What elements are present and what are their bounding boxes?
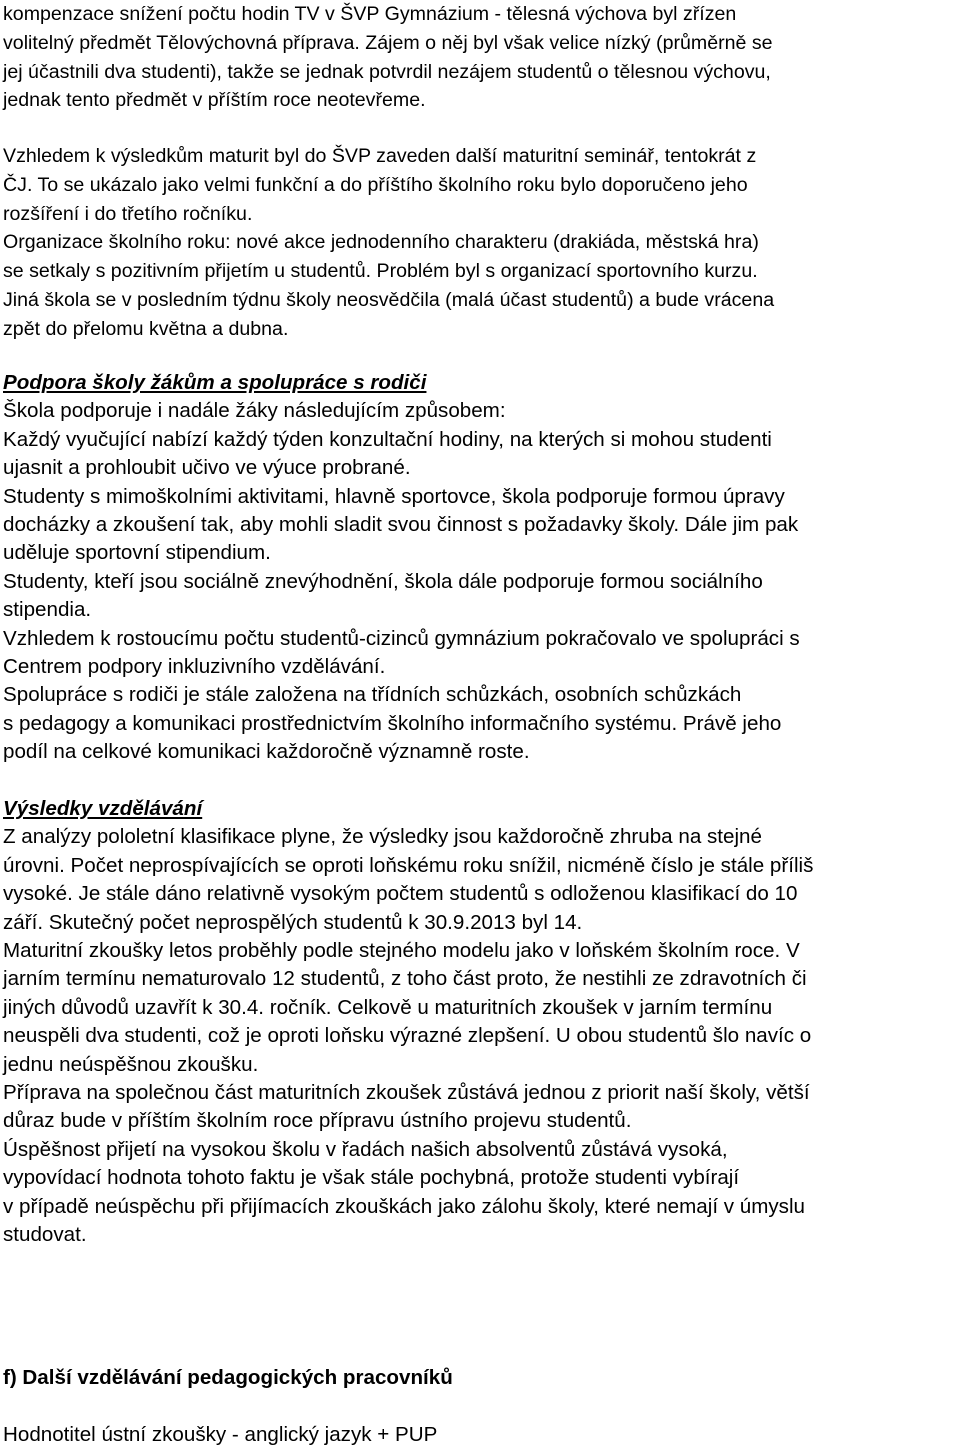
- text-line: Z analýzy pololetní klasifikace plyne, že výsledky jsou každoročně zhruba na stejné: [3, 825, 762, 849]
- text-line: neuspěli dva studenti, což je oproti loňsku výrazné zlepšení. U obou studentů šlo navíc o: [3, 1024, 812, 1048]
- results-section: [3, 795, 957, 1250]
- text-line: vysoké. Je stále dáno relativně vysokým počtem studentů s odloženou klasifikací do 10: [3, 882, 798, 906]
- text-line: docházky a zkoušení tak, aby mohli sladit svou činnost s požadavky školy. Dále jim pak: [3, 513, 799, 537]
- text-line: s pedagogy a komunikaci prostřednictvím školního informačního systému. Právě jeho: [3, 711, 782, 735]
- section-heading-support: Podpora školy žákům a spolupráce s rodiči: [3, 371, 427, 394]
- section-heading-further-education: f) Další vzdělávání pedagogických pracovníků: [3, 1366, 453, 1389]
- text-line: jiných důvodů uzavřít k 30.4. ročník. Celkově u maturitních zkoušek v jarním termínu: [3, 995, 773, 1019]
- text-line: volitelný předmět Tělovýchovná příprava. Zájem o něj byl však velice nízký (průměrně se: [3, 31, 773, 54]
- text-line: Studenty, kteří jsou sociálně znevýhodnění, škola dále podporuje formou sociálního: [3, 569, 763, 593]
- text-line: stipendia.: [3, 598, 92, 622]
- text-line: uděluje sportovní stipendium.: [3, 541, 271, 565]
- text-line: ČJ. To se ukázalo jako velmi funkční a do příštího školního roku bylo doporučeno jeho: [3, 173, 748, 196]
- text-line: zpět do přelomu května a dubna.: [3, 317, 289, 340]
- text-line: Škola podporuje i nadále žáky následujícím způsobem:: [3, 399, 506, 423]
- text-line: Každý vyučující nabízí každý týden konzultační hodiny, na kterých si mohou studenti: [3, 427, 772, 451]
- text-line: důraz bude v příštím školním roce přípravu ústního projevu studentů.: [3, 1109, 632, 1133]
- text-line: rozšíření i do třetího ročníku.: [3, 202, 253, 225]
- text-line: Studenty s mimoškolními aktivitami, hlavně sportovce, škola podporuje formou úpravy: [3, 484, 785, 508]
- text-line: Organizace školního roku: nové akce jednodenního charakteru (drakiáda, městská hra): [3, 231, 759, 254]
- text-line: Úspěšnost přijetí na vysokou školu v řadách našich absolventů zůstává vysoká,: [3, 1137, 728, 1161]
- intro-paragraph: [3, 0, 957, 115]
- text-line: Vzhledem k výsledkům maturit byl do ŠVP zaveden další maturitní seminář, tentokrát z: [3, 145, 757, 167]
- text-line: Vzhledem k rostoucímu počtu studentů-cizinců gymnázium pokračovalo ve spolupráci s: [3, 626, 800, 650]
- text-line: úrovni. Počet neprospívajících se oproti loňskému roku snížil, nicméně číslo je stále příliš: [3, 853, 814, 877]
- text-line: Spolupráce s rodiči je stále založena na třídních schůzkách, osobních schůzkách: [3, 683, 742, 707]
- text-line: Maturitní zkoušky letos proběhly podle stejného modelu jako v loňském školním roce. V: [3, 939, 800, 963]
- text-line: jej účastnili dva studenti), takže se jednak potvrdil nezájem studentů o tělesnou výchovu,: [3, 60, 771, 83]
- seminar-paragraph: [3, 142, 957, 344]
- text-line: Jiná škola se v posledním týdnu školy neosvědčila (malá účast studentů) a bude vrácena: [3, 288, 775, 311]
- text-line: v případě neúspěchu při přijímacích zkouškách jako zálohu školy, které nemají v úmyslu: [3, 1194, 806, 1218]
- section-f-body: [3, 1421, 957, 1449]
- text-line: kompenzace snížení počtu hodin TV v ŠVP Gymnázium - tělesná výchova byl zřízen: [3, 3, 737, 25]
- text-line: jednak tento předmět v příštím roce neotevřeme.: [3, 89, 426, 112]
- text-line: podíl na celkové komunikaci každoročně významně roste.: [3, 740, 530, 764]
- section-heading-results: Výsledky vzdělávání: [3, 797, 203, 820]
- text-line: září. Skutečný počet neprospělých studentů k 30.9.2013 byl 14.: [3, 910, 583, 934]
- text-line: Hodnotitel ústní zkoušky - anglický jazyk + PUP: [3, 1423, 438, 1446]
- text-line: jarním termínu nematurovalo 12 studentů, z toho část proto, že nestihli ze zdravotních či: [3, 967, 807, 991]
- text-line: Centrem podpory inkluzivního vzdělávání.: [3, 655, 386, 679]
- section-f: [3, 1364, 957, 1392]
- text-line: ujasnit a prohloubit učivo ve výuce probrané.: [3, 456, 411, 480]
- text-line: studovat.: [3, 1223, 87, 1247]
- support-section: [3, 369, 957, 767]
- text-line: se setkaly s pozitivním přijetím u studentů. Problém byl s organizací sportovního kurzu.: [3, 260, 758, 283]
- text-line: Příprava na společnou část maturitních zkoušek zůstává jednou z priorit naší školy, větší: [3, 1081, 810, 1105]
- text-line: vypovídací hodnota tohoto faktu je však stále pochybná, protože studenti vybírají: [3, 1166, 740, 1190]
- text-line: jednu neúspěšnou zkoušku.: [3, 1052, 259, 1076]
